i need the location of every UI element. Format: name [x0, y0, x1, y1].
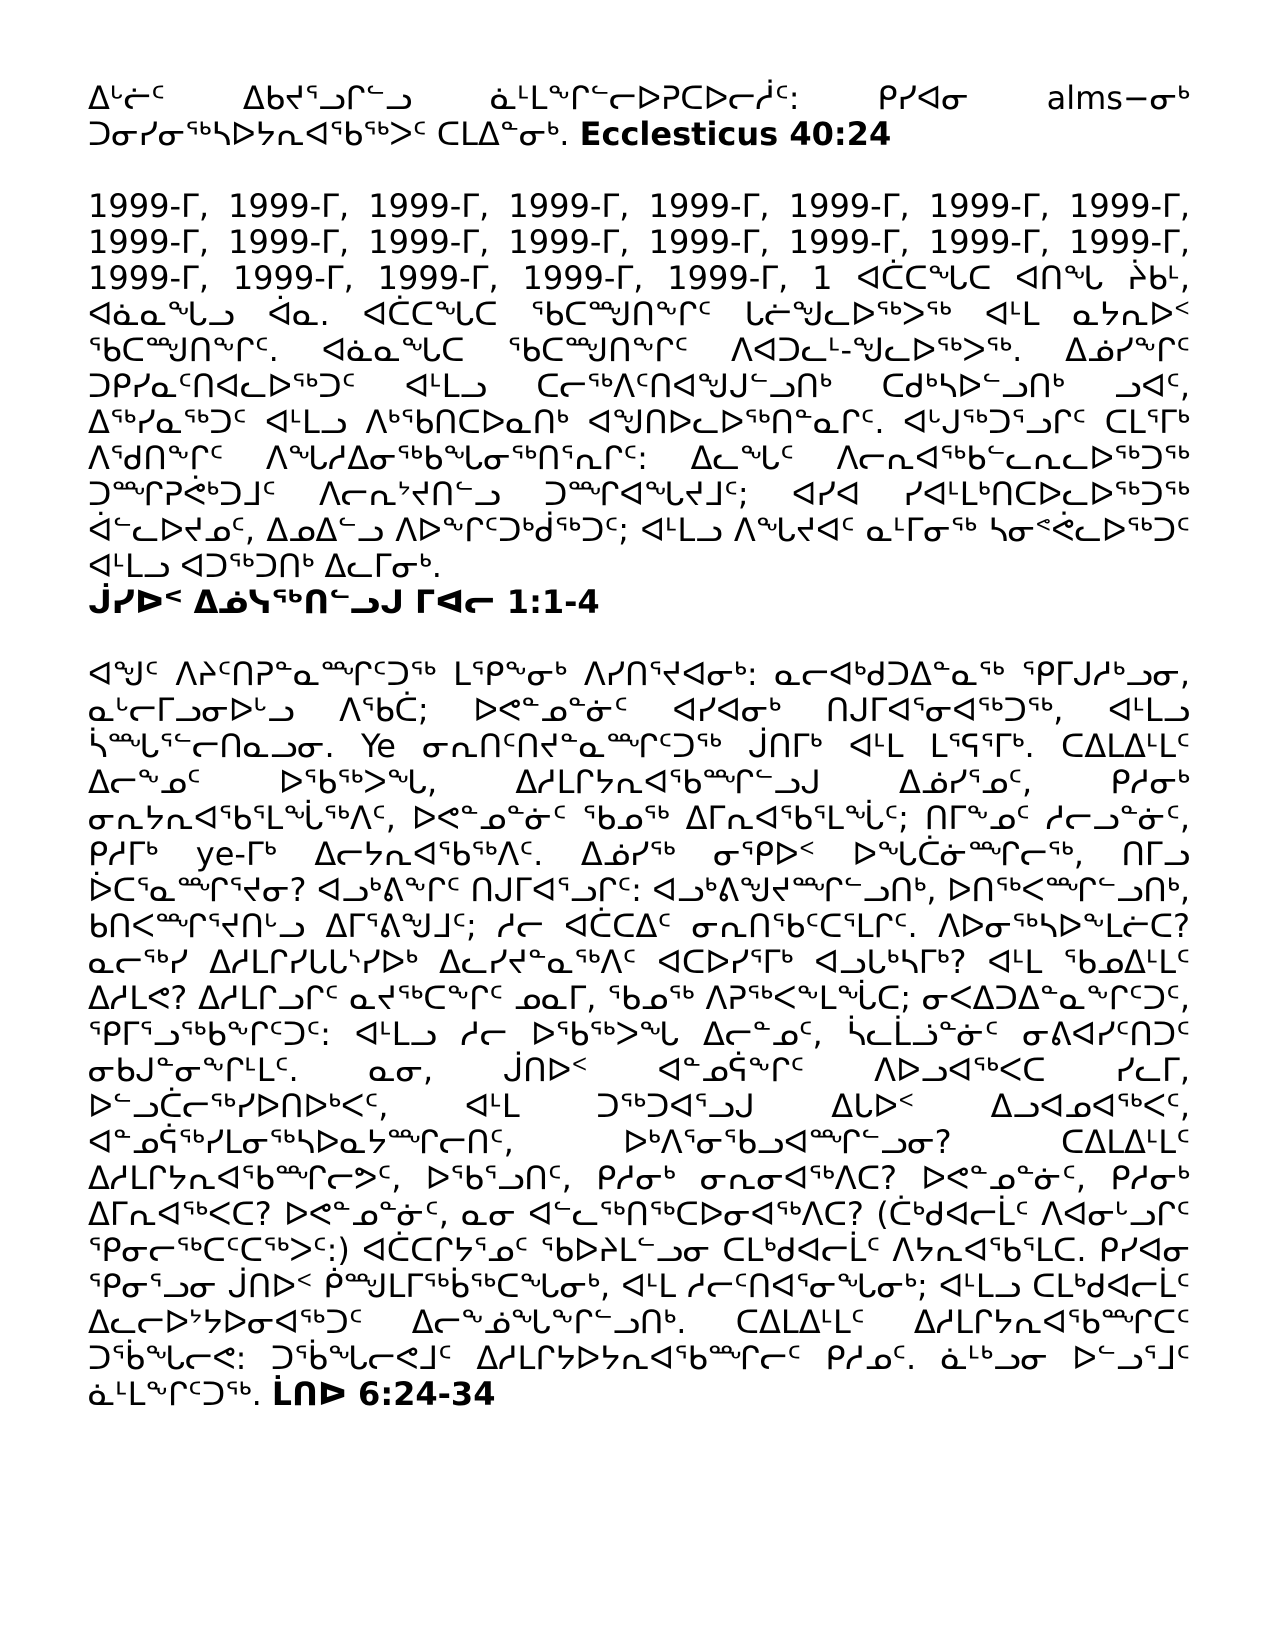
- story-reference: ᒎᓯᐅᑉ ᐃᓅᓭᖅᑎᓪᓗᒍ ᒥᐊᓕ 1:1-4: [88, 583, 600, 621]
- quote-text: ᐃᒡᓖᑦ ᐃᑲᔪᕐᓗᒋᓪᓗ ᓈᒻᒪᖕᒋᓪᓕᐅᕈᑕᐅᓕᓲᑦ: ᑭᓯᐊᓂ alms−ᓂᒃ ᑐᓂᓯᓂᖅᓴᐅᔭᕆᐊᖃᖅᐳᑦ ᑕᒪᐃᓐᓂᒃ.: [88, 79, 1190, 153]
- document-page: [88, 80, 1190, 1412]
- quote-paragraph: [88, 80, 1190, 152]
- scripture-paragraph: [88, 656, 1190, 1412]
- scripture-text: ᐊᖑᑦ ᐱᔨᑦᑎᕈᓐᓇᙱᑦᑐᖅ ᒪᕿᖕᓂᒃ ᐱᓯᑎᕐᔪᐊᓂᒃ: ᓇᓕᐊᒃᑯᑐᐃᓐᓇᖅ ᕿᒥᒍᓱᒃᓗᓂ, ᓇᒡᓕᒥᓗᓂᐅᒡᓗ ᐱᖃᑖ; ᐅᕙᓐᓄᓐᓃᑦ ᐊᓯᐊᓂᒃ ᑎᒍᒥᐊᕐᓂᐊᖅᑐᖅ, ᐊᒻᒪᓗ ᓵᙵᕐᓪᓕᑎᓇᓗᓂ. Ye ᓂᕆᑎᑦᑎᔪᓐᓇᙱᑦᑐᖅ ᒎᑎᒥᒃ ᐊᒻᒪ ᒪᕐᕋᕐᒥᒃ. ᑕᐃᒪᐃᒻᒪᑦ ᐃᓕᖕᓄᑦ ᐅᖃᖅᐳᖓ, ᐃᓱᒪᒋᔭᕆᐊᖃᙱᓪᓗᒍ ᐃᓅᓯᕐᓄᑦ, ᑭᓱᓂᒃ ᓂᕆᔭᕆᐊᖃᕐᒪᖔᖅᐱᑦ, ᐅᕙᓐᓄᓐᓃᑦ ᖃᓄᖅ ᐃᒥᕆᐊᖃᕐᒪᖔᑦ; ᑎᒥᖕᓄᑦ ᓱᓕᓗᓐᓃᑦ, ᑭᓱᒥᒃ ye-ᒥᒃ ᐃᓕᔭᕆᐊᖃᖅᐱᑦ. ᐃᓅᓯᖅ ᓂᕿᐅᑉ ᐅᖓᑖᓃᙱᓕᖅ, ᑎᒥᓗ ᐆᑕᕐᓇᙱᕐᔪᓂ? ᐊᓗᒃᕕᖕᒋᑦ ᑎᒍᒥᐊᕐᓗᒋᑦ: ᐊᓗᒃᕕᖑᔪᙱᓪᓗᑎᒃ, ᐅᑎᖅᐸᙱᓪᓗᑎᒃ, ᑲᑎᐸᙱᕐᔪᑎᒡᓗ ᐃᒥᕐᕕᖑᒧᑦ; ᓱᓕ ᐊᑖᑕᐃᑦ ᓂᕆᑎᖃᑦᑕᕐᒪᒋᑦ. ᐱᐅᓂᖅᓴᐅᖕᒪᓖᑕ? ᓇᓕᖅᓯ ᐃᓱᒪᒋᓯᒐᒐᔅᓯᐅᒃ ᐃᓚᓯᔪᓐᓇᖅᐱᑦ ᐊᑕᐅᓯᕐᒥᒃ ᐊᓗᒐᒃᓴᒥᒃ? ᐊᒻᒪ ᖃᓄᐃᒻᒪᑦ ᐃᓱᒪᕙ? ᐃᓱᒪᒋᓗᒋᑦ ᓇᔪᖅᑕᖕᒋᑦ ᓄᓇᒥ, ᖃᓄᖅ ᐱᕈᖅᐸᖕᒪᖔᑕ; ᓂᐸᐃᑐᐃᓐᓇᖕᒋᑦᑐᑦ, ᕿᒥᕐᓗᖅᑲᖕᒋᑦᑐᑦ: ᐊᒻᒪᓗ ᓱᓕ ᐅᖃᖅᐳᖓ ᐃᓕᓐᓄᑦ, ᓵᓚᒫᓘᓐᓃᑦ ᓂᕕᐊᓯᑦᑎᑐᑦ ᓂᑲᒍᓐᓂᖕᒋᒻᒪᑦ. ᓇᓂ, ᒎᑎᐅᑉ ᐊᓐᓄᕌᖕᒋᑦ ᐱᐅᓗᐊᖅᐸᑕ ᓯᓚᒥ, ᐅᓪᓗᑖᓕᖅᓯᐅᑎᐅᒃᐸᑦ, ᐊᒻᒪ ᑐᖅᑐᐊᕐᓗᒍ ᐃᒐᐅᑉ ᐃᓗᐊᓄᐊᖅᐸᑦ, ᐊᓐᓄᕌᖅᓯᒪᓂᖅᓴᐅᓇᔭᙱᓕᑎᑦ, ᐅᒃᐱᕐᓂᖃᓗᐊᙱᓪᓗᓂ? ᑕᐃᒪᐃᒻᒪᑦ ᐃᓱᒪᒋᔭᕆᐊᖃᙱᓕᕗᑦ, ᐅᖃᕐᓗᑎᑦ, ᑭᓱᓂᒃ ᓂᕆᓂᐊᖅᐱᑕ? ᐅᕙᓐᓄᓐᓃᑦ, ᑭᓱᓂᒃ ᐃᒥᕆᐊᖅᐸᑕ? ᐅᕙᓐᓄᓐᓃᑦ, ᓇᓂ ᐊᓪᓚᖅᑎᖅᑕᐅᓂᐊᖅᐱᑕ? (ᑖᒃᑯᐊᓕᒫᑦ ᐱᐊᓂᒡᓗᒋᑦ ᕿᓂᓕᖅᑕᑦᑕᖅᐳᑦ:) ᐊᑖᑕᒋᔭᕐᓄᑦ ᖃᐅᔨᒪᓪᓗᓂ ᑕᒪᒃᑯᐊᓕᒫᑦ ᐱᔭᕆᐊᖃᕐᒪᑕ. ᑭᓯᐊᓂ ᕿᓂᕐᓗᓂ ᒎᑎᐅᑉ ᑮᙳᒪᒥᖅᑳᖅᑕᖓᓂᒃ, ᐊᒻᒪ ᓱᓕᑦᑎᐊᕐᓂᖓᓂᒃ; ᐊᒻᒪᓗ ᑕᒪᒃᑯᐊᓕᒫᑦ ᐃᓚᓕᐅᔾᔭᐅᓂᐊᖅᑐᑦ ᐃᓕᖕᓅᖓᖕᒋᓪᓗᑎᒃ. ᑕᐃᒪᐃᒻᒪᑦ ᐃᓱᒪᒋᔭᕆᐊᖃᙱᑕᑦ ᑐᖄᖓᓕᕙ: ᑐᖄᖓᓕᕙᒧᑦ ᐃᓱᒪᒋᔭᐅᔭᕆᐊᖃᙱᓕᑦ ᑭᓱᓄᑦ. ᓈᒻᒃᓗᓂ ᐅᓪᓗᕐᒧᑦ ᓈᒻᒪᖕᒋᑦᑐᖅ.: [88, 655, 1190, 1413]
- story-paragraph: [88, 188, 1190, 620]
- story-text: 1999-ᒥ, 1999-ᒥ, 1999-ᒥ, 1999-ᒥ, 1999-ᒥ, 1999-ᒥ, 1999-ᒥ, 1999-ᒥ, 1999-ᒥ, 1999-ᒥ, 1999-ᒥ, 1999-ᒥ, 1999-ᒥ, 1999-ᒥ, 1999-ᒥ, 1999-ᒥ, 1999-ᒥ, 1999-ᒥ, 1999-ᒥ, 1999-ᒥ, 1999-ᒥ, 1 ᐊᑖᑕᖓᑕ ᐊᑎᖓ ᔩᑲᒻ, ᐊᓈᓇᖓᓗ ᐋᓇ. ᐊᑖᑕᖓᑕ ᖃᑕᙳᑎᖕᒋᑦ ᒐᓖᖑᓚᐅᖅᐳᖅ ᐊᒻᒪ ᓇᔭᕆᐅᑉ ᖃᑕᙳᑎᖕᒋᑦ. ᐊᓈᓇᖓᑕ ᖃᑕᙳᑎᖕᒋᑦ ᐱᐊᑐᓚᒻ-ᖑᓚᐅᖅᐳᖅ. ᐃᓅᓯᖕᒋᑦ ᑐᑭᓯᓇᑦᑎᐊᓚᐅᖅᑐᑦ ᐊᒻᒪᓗ ᑕᓕᖅᐱᑦᑎᐊᖑᒍᓪᓗᑎᒃ ᑕᑯᒃᓴᐅᓪᓗᑎᒃ ᓗᐊᑦ, ᐃᖅᓯᓇᖅᑐᑦ ᐊᒻᒪᓗ ᐱᒃᖃᑎᑕᐅᓇᑎᒃ ᐊᖑᑎᐅᓚᐅᖅᑎᓐᓇᒋᑦ. ᐊᒡᒍᖅᑐᕐᓗᒋᑦ ᑕᒪᕐᒥᒃ ᐱᕐᑯᑎᖕᒋᑦ ᐱᖓᓱᐃᓂᖅᑲᖓᓂᖅᑎᕐᕆᒋᑦ: ᐃᓚᖓᑦ ᐱᓕᕆᐊᖅᑲᓪᓚᕆᓚᐅᖅᑐᖅ ᑐᙱᕈᕚᒃᑐᒧᑦ ᐱᓕᕆᔾᔪᑎᓪᓗ ᑐᙱᐊᖓᔪᒧᑦ; ᐊᓯᐊ ᓯᐊᒻᒪᒃᑎᑕᐅᓚᐅᖅᑐᖅ ᐋᓪᓚᐅᔪᓄᑦ, ᐃᓄᐃᓪᓗ ᐱᐅᖕᒋᑦᑐᒃᑰᖅᑐᑦ; ᐊᒻᒪᓗ ᐱᖓᔪᐊᑦ ᓇᒻᒥᓂᖅ ᓴᓂᕝᕚᓚᐅᖅᑐᑦ ᐊᒻᒪᓗ ᐊᑐᖅᑐᑎᒃ ᐃᓚᒥᓂᒃ.: [88, 187, 1190, 585]
- quote-reference: Ecclesticus 40:24: [579, 115, 892, 153]
- scripture-reference: ᒫᑎᐅ 6:24-34: [271, 1375, 496, 1413]
